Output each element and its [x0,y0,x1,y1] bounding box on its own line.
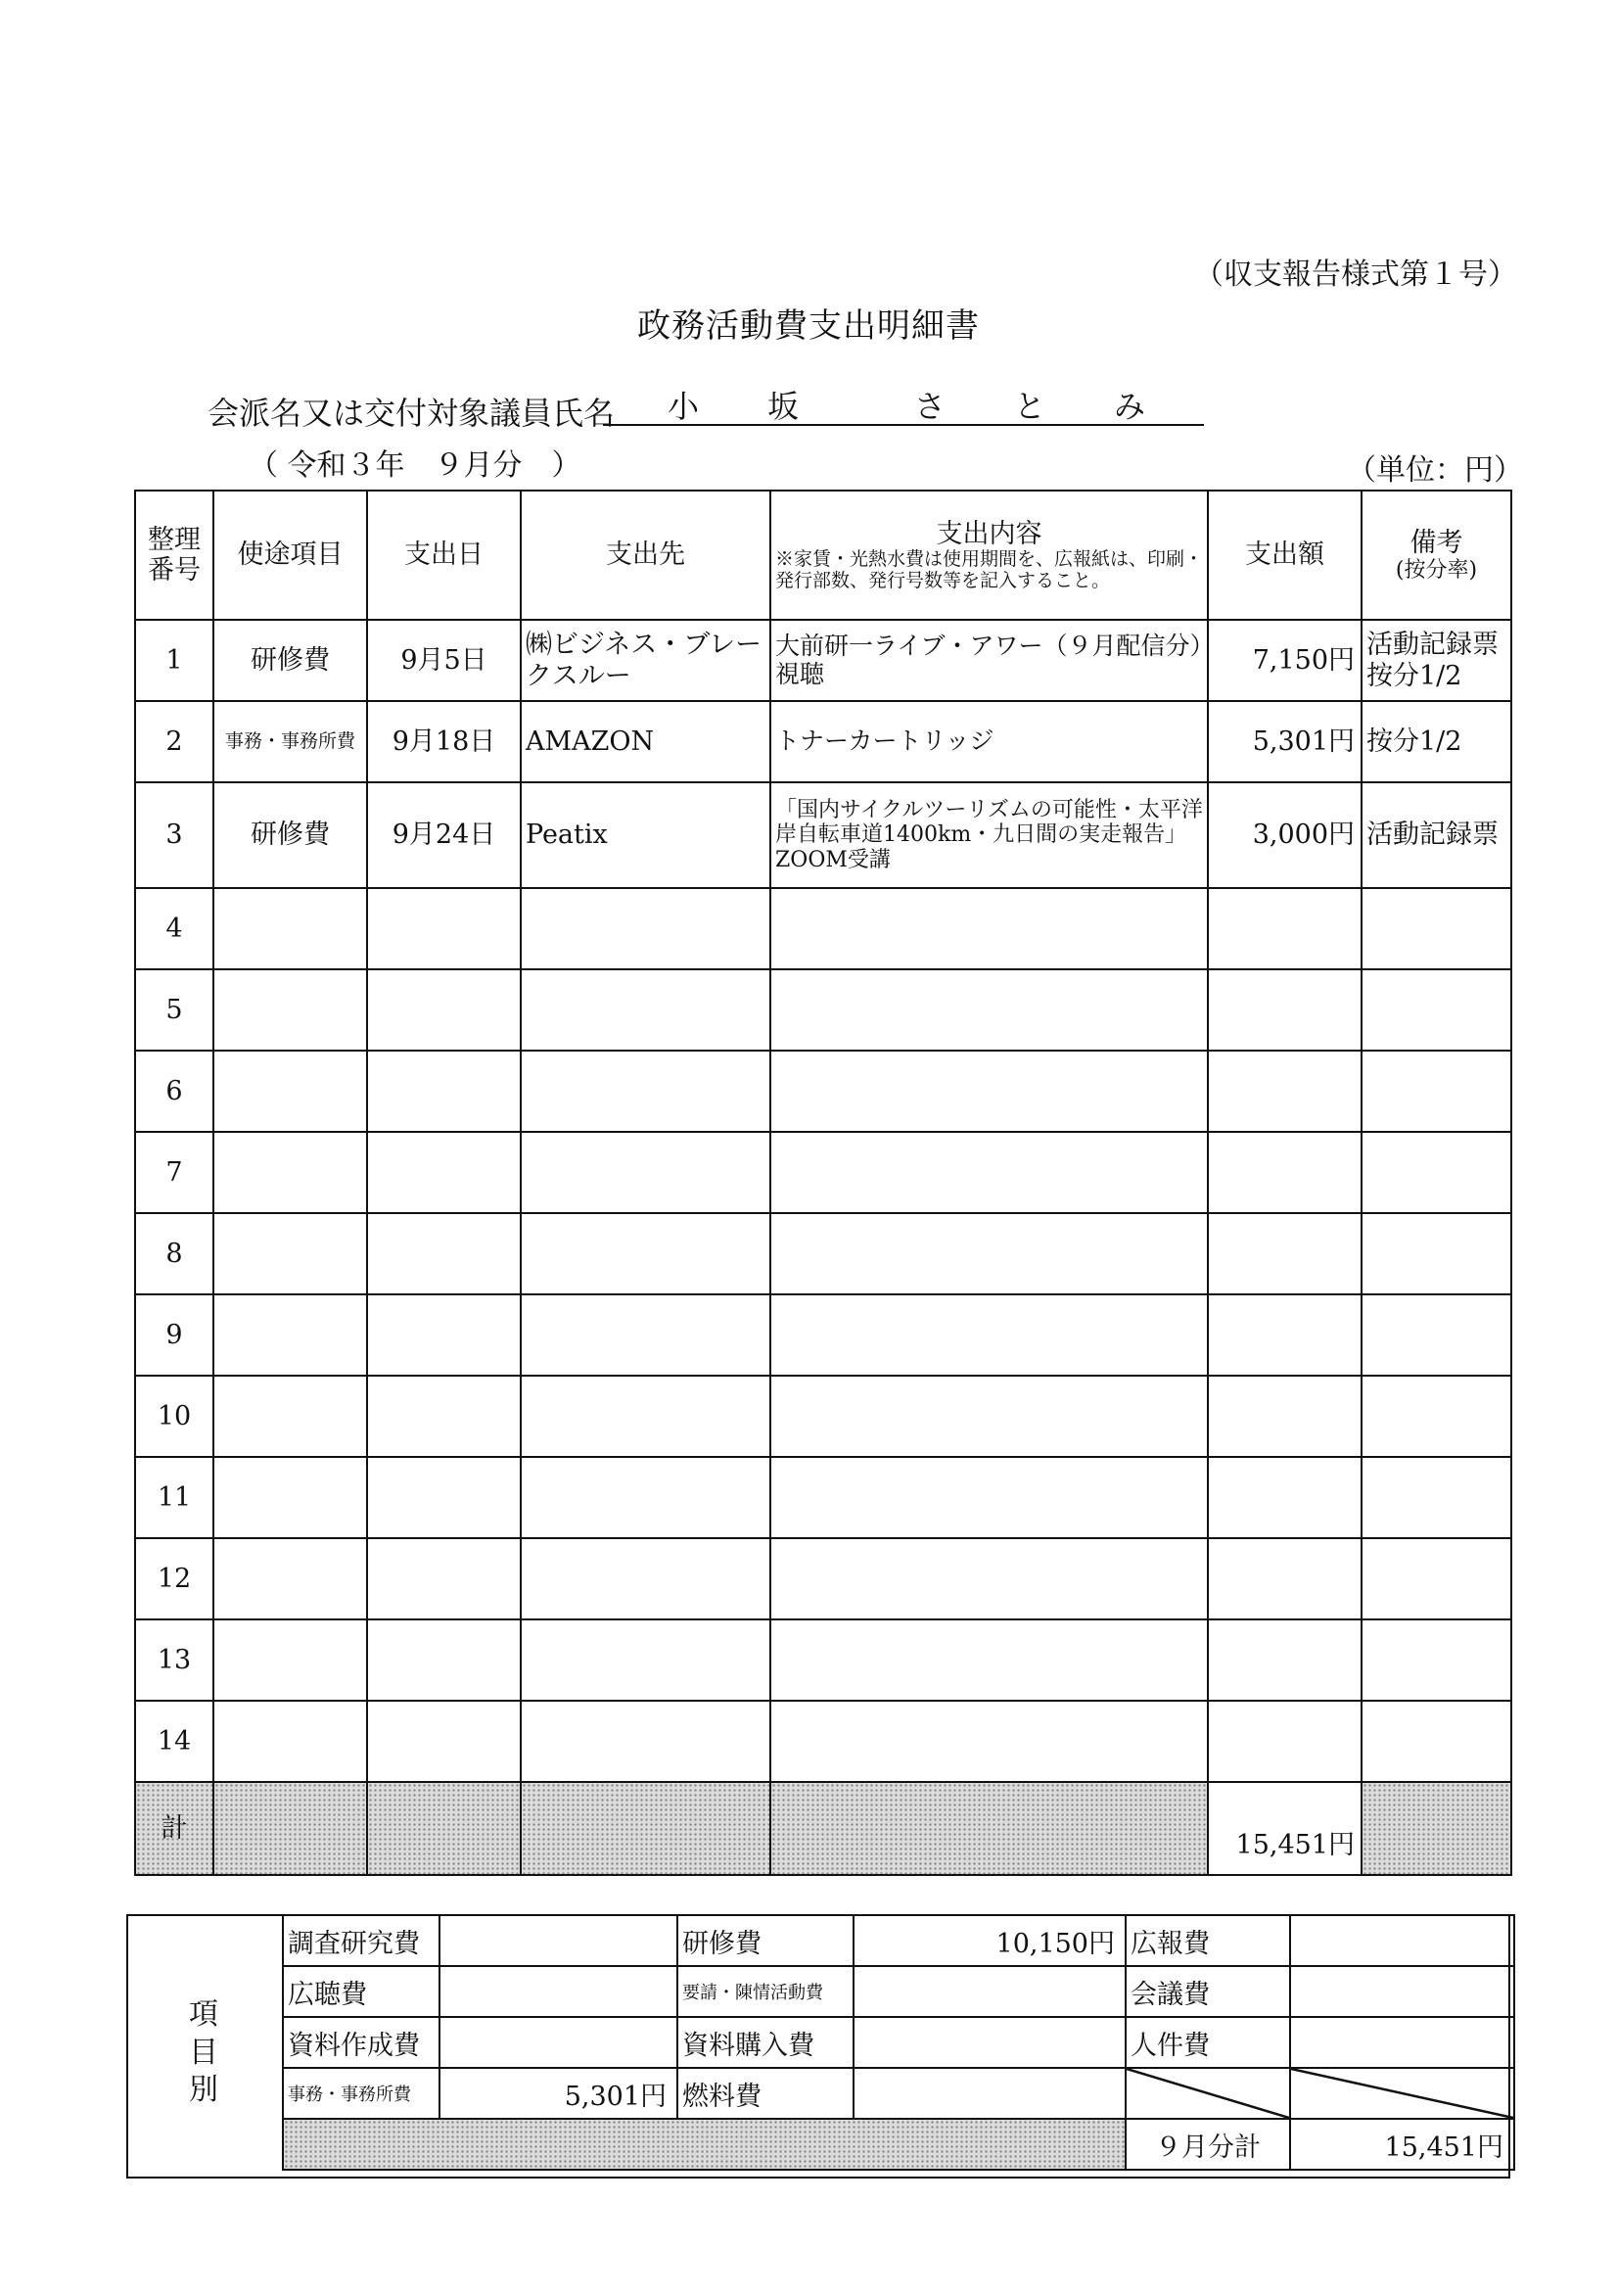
row-payee [521,1132,770,1213]
table-row [135,969,1511,1051]
category-summary [126,1914,1510,2179]
row-date [367,1132,521,1213]
row-amount [1208,1132,1362,1213]
member-name-char: み [1114,388,1146,425]
row-date [367,1051,521,1132]
shaded-cell [213,1782,367,1875]
hearing-label: 広聴費 [283,1966,439,2017]
form-number: （収支報告様式第１号） [1194,258,1517,292]
summary-side-char: 別 [189,2073,218,2107]
row-amount: 5,301円 [1208,701,1362,782]
row-remarks: 按分1/2 [1362,701,1511,782]
row-number: 14 [135,1701,213,1782]
personnel-label: 人件費 [1126,2017,1290,2068]
row-content [770,969,1208,1051]
member-name-label: 会派名又は交付対象議員氏名 [208,395,616,432]
row-content: トナーカートリッジ [770,701,1208,782]
month-total-amount: 15,451円 [1290,2119,1514,2170]
total-row [135,1782,1511,1875]
row-payee [521,1213,770,1294]
shaded-cell [770,1782,1208,1875]
row-amount [1208,1538,1362,1619]
row-category [213,1538,367,1619]
row-remarks [1362,1051,1511,1132]
row-category: 研修費 [213,620,367,701]
table-header-row [135,491,1511,620]
row-payee [521,969,770,1051]
row-remarks: 活動記録票 按分1/2 [1362,620,1511,701]
fuel-label: 燃料費 [677,2068,854,2119]
row-content [770,1051,1208,1132]
row-category [213,1213,367,1294]
summary-table [282,1914,1515,2171]
table-row [135,782,1511,888]
row-content [770,1213,1208,1294]
row-number: 8 [135,1213,213,1294]
row-amount [1208,1619,1362,1701]
header-date: 支出日 [367,491,521,620]
research-label: 調査研究費 [283,1915,439,1966]
struck-cell [1290,2068,1514,2119]
header-remarks: 備考 (按分率) [1362,491,1511,620]
row-remarks [1362,1213,1511,1294]
month-total-label: ９月分計 [1126,2119,1290,2170]
hearing-amount [439,1966,677,2017]
row-content [770,1457,1208,1538]
training-amount: 10,150円 [854,1915,1126,1966]
row-amount [1208,1294,1362,1376]
row-number: 5 [135,969,213,1051]
row-category [213,1701,367,1782]
row-number: 11 [135,1457,213,1538]
document-title: 政務活動費支出明細書 [637,306,980,346]
row-number: 1 [135,620,213,701]
total-amount: 15,451円 [1208,1782,1362,1875]
row-category: 事務・事務所費 [213,701,367,782]
row-content [770,1701,1208,1782]
shaded-cell [367,1782,521,1875]
table-row [135,1051,1511,1132]
row-category [213,1457,367,1538]
row-date [367,1294,521,1376]
row-category [213,888,367,969]
purchase-label: 資料購入費 [677,2017,854,2068]
row-number: 13 [135,1619,213,1701]
row-amount [1208,1701,1362,1782]
row-number: 3 [135,782,213,888]
summary-total-row [283,2119,1514,2170]
row-date [367,1538,521,1619]
row-amount: 3,000円 [1208,782,1362,888]
header-number: 整理 番号 [135,491,213,620]
row-remarks [1362,888,1511,969]
research-amount [439,1915,677,1966]
row-category [213,1376,367,1457]
row-remarks [1362,1619,1511,1701]
materials-label: 資料作成費 [283,2017,439,2068]
row-amount [1208,1213,1362,1294]
row-payee: ㈱ビジネス・ブレークスルー [521,620,770,701]
row-category [213,1051,367,1132]
row-content [770,1619,1208,1701]
row-number: 9 [135,1294,213,1376]
summary-side-char: 目 [189,2036,218,2070]
table-row [135,1376,1511,1457]
member-name [603,377,1204,426]
row-number: 10 [135,1376,213,1457]
summary-row [283,1966,1514,2017]
row-payee [521,1538,770,1619]
row-date: 9月5日 [367,620,521,701]
table-row [135,701,1511,782]
header-category: 使途項目 [213,491,367,620]
row-date [367,1701,521,1782]
row-number: 2 [135,701,213,782]
row-number: 7 [135,1132,213,1213]
summary-row [283,2017,1514,2068]
row-number: 6 [135,1051,213,1132]
petition-amount [854,1966,1126,2017]
header-content-note: ※家賃・光熱水費は使用期間を、広報紙は、印刷・発行部数、発行号数等を記入すること。 [775,547,1204,591]
row-remarks [1362,1538,1511,1619]
row-number: 12 [135,1538,213,1619]
row-payee [521,1701,770,1782]
table-row [135,1701,1511,1782]
row-content: 「国内サイクルツーリズムの可能性・太平洋岸自転車道1400km・九日間の実走報告」ZOOM受講 [770,782,1208,888]
training-label: 研修費 [677,1915,854,1966]
row-date [367,888,521,969]
office-label: 事務・事務所費 [283,2068,439,2119]
header-amount: 支出額 [1208,491,1362,620]
pr-label: 広報費 [1126,1915,1290,1966]
row-date [367,1213,521,1294]
petition-label: 要請・陳情活動費 [677,1966,854,2017]
row-remarks [1362,1457,1511,1538]
summary-side-label [128,1916,281,2177]
summary-row [283,2068,1514,2119]
row-amount: 7,150円 [1208,620,1362,701]
shaded-cell [521,1782,770,1875]
header-content-title: 支出内容 [936,518,1042,549]
table-row [135,888,1511,969]
row-remarks [1362,1132,1511,1213]
row-date [367,1619,521,1701]
meeting-amount [1290,1966,1514,2017]
header-content [770,491,1208,620]
summary-row [283,1915,1514,1966]
expense-table [134,490,1512,1876]
office-amount: 5,301円 [439,2068,677,2119]
row-date [367,1457,521,1538]
member-name-char: さ [914,388,947,425]
shaded-cell [283,2119,1126,2170]
row-content [770,888,1208,969]
row-category [213,1132,367,1213]
row-amount [1208,888,1362,969]
header-payee: 支出先 [521,491,770,620]
table-row [135,1619,1511,1701]
report-period: （ 令和３年 ９月分 ） [249,448,581,483]
member-name-char: 坂 [767,388,800,425]
row-content [770,1538,1208,1619]
row-category [213,1294,367,1376]
row-date: 9月18日 [367,701,521,782]
row-content: 大前研一ライブ・アワー（９月配信分）視聴 [770,620,1208,701]
header-remarks-sub: (按分率) [1395,557,1478,583]
materials-amount [439,2017,677,2068]
row-amount [1208,1457,1362,1538]
fuel-amount [854,2068,1126,2119]
table-row [135,1132,1511,1213]
row-category: 研修費 [213,782,367,888]
row-category [213,1619,367,1701]
shaded-cell [1362,1782,1511,1875]
row-amount [1208,969,1362,1051]
table-row [135,1457,1511,1538]
row-payee [521,888,770,969]
row-date: 9月24日 [367,782,521,888]
struck-cell [1126,2068,1290,2119]
personnel-amount [1290,2017,1514,2068]
row-remarks [1362,969,1511,1051]
row-remarks: 活動記録票 [1362,782,1511,888]
unit-label: （単位：円） [1347,453,1523,488]
row-payee [521,1051,770,1132]
table-row [135,1213,1511,1294]
total-label: 計 [135,1782,213,1875]
row-payee [521,1619,770,1701]
row-remarks [1362,1701,1511,1782]
row-category [213,969,367,1051]
pr-amount [1290,1915,1514,1966]
row-number: 4 [135,888,213,969]
member-name-char: 小 [668,388,700,425]
table-row [135,1538,1511,1619]
row-amount [1208,1051,1362,1132]
row-amount [1208,1376,1362,1457]
table-row [135,620,1511,701]
row-payee [521,1376,770,1457]
member-name-char: と [1014,388,1046,425]
row-payee [521,1294,770,1376]
purchase-amount [854,2017,1126,2068]
row-content [770,1376,1208,1457]
row-payee: Peatix [521,782,770,888]
row-content [770,1132,1208,1213]
summary-side-char: 項 [189,1997,218,2032]
meeting-label: 会議費 [1126,1966,1290,2017]
table-row [135,1294,1511,1376]
row-payee [521,1457,770,1538]
row-remarks [1362,1376,1511,1457]
row-date [367,1376,521,1457]
row-remarks [1362,1294,1511,1376]
row-content [770,1294,1208,1376]
row-payee: AMAZON [521,701,770,782]
row-date [367,969,521,1051]
